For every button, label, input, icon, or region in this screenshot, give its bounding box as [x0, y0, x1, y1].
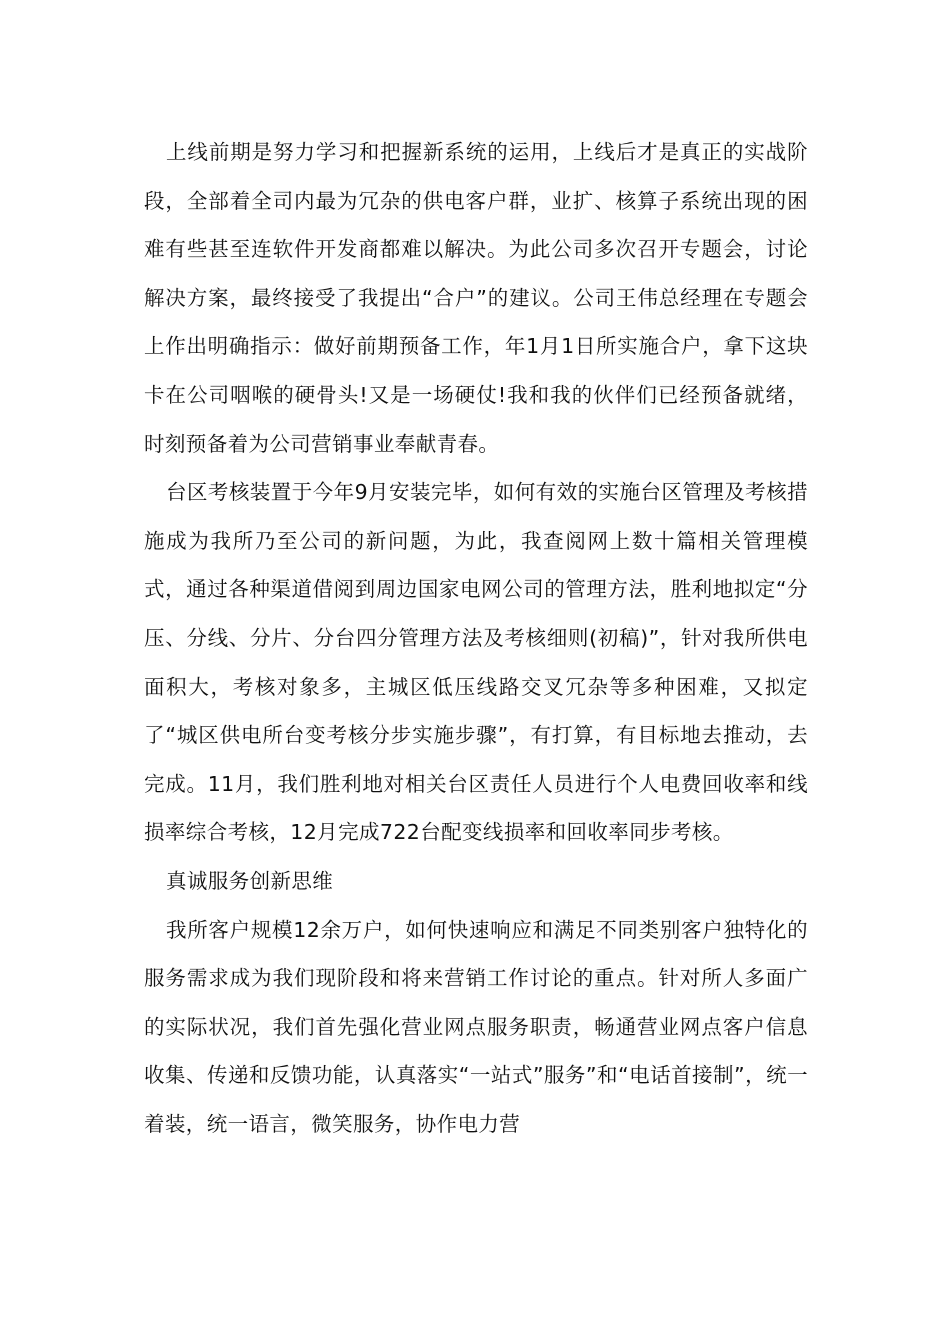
section-heading: 真诚服务创新思维 — [166, 868, 334, 893]
document-body — [144, 128, 808, 1148]
paragraph-system-launch: 上线前期是努力学习和把握新系统的运用，上线后才是真正的实战阶段，全部着全司内最为冗杂的供电客户群，业扩、核算子系统出现的困难有些甚至连软件开发商都难以解决。为此公司多次召开专题会，讨论解决方案，最终接受了我提出“合户”的建议。公司王伟总经理在专题会上作出明确指示：做好前期预备工作，年1月1日所实施合户，拿下这块卡在公司咽喉的硬骨头!又是一场硬仗!我和我的伙伴们已经预备就绪，时刻预备着为公司营销事业奉献青春。 — [144, 140, 808, 456]
paragraph-customer-service: 我所客户规模12余万户，如何快速响应和满足不同类别客户独特化的服务需求成为我们现阶段和将来营销工作讨论的重点。针对所人多面广的实际状况，我们首先强化营业网点服务职责，畅通营业网点客户信息收集、传递和反馈功能，认真落实“一站式”服务”和“电话首接制”，统一着装，统一语言，微笑服务，协作电力营 — [144, 917, 808, 1136]
paragraph-district-assessment: 台区考核装置于今年9月安装完毕，如何有效的实施台区管理及考核措施成为我所乃至公司的新问题，为此，我查阅网上数十篇相关管理模式，通过各种渠道借阅到周边国家电网公司的管理方法，胜利地拟定“分压、分线、分片、分台四分管理方法及考核细则(初稿)”，针对我所供电面积大，考核对象多，主城区低压线路交叉冗杂等多种困难，又拟定了“城区供电所台变考核分步实施步骤”，有打算，有目标地去推动，去完成。11月，我们胜利地对相关台区责任人员进行个人电费回收率和线损率综合考核，12月完成722台配变线损率和回收率同步考核。 — [144, 480, 808, 845]
